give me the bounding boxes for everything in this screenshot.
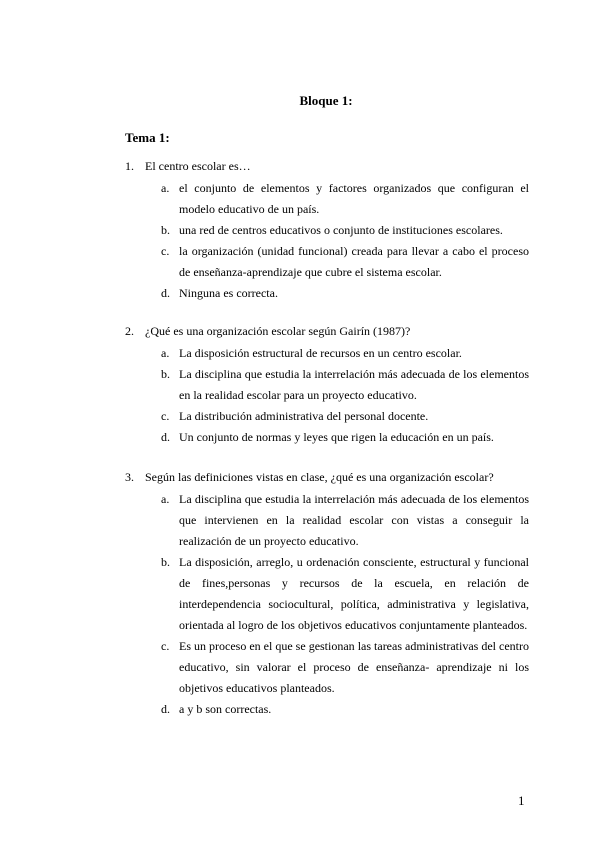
question-number: 1.	[125, 159, 134, 173]
question-stem	[125, 158, 529, 174]
options-list	[125, 343, 529, 448]
option-d	[125, 699, 529, 720]
option-letter: a.	[161, 181, 170, 195]
option-c	[125, 636, 529, 699]
option-letter: d.	[161, 702, 170, 716]
options-list	[125, 489, 529, 720]
option-text: La disciplina que estudia la interrelación más adecuada de los elementos que intervienen en la realidad escolar con vistas a conseguir la realización de un proyecto educativo.	[179, 492, 529, 548]
section-title: Tema 1:	[125, 130, 170, 145]
question-text: ¿Qué es una organización escolar según Gairín (1987)?	[145, 324, 411, 338]
option-text: el conjunto de elementos y factores organizados que configuran el modelo educativo de un país.	[179, 181, 529, 216]
option-letter: b.	[161, 367, 170, 381]
page-number: 1	[518, 793, 525, 808]
option-text: una red de centros educativos o conjunto de instituciones escolares.	[179, 223, 503, 237]
option-letter: a.	[161, 492, 170, 506]
option-text: La disciplina que estudia la interrelación más adecuada de los elementos en la realidad escolar para un proyecto educativo.	[179, 367, 529, 402]
option-letter: d.	[161, 430, 170, 444]
option-letter: c.	[161, 244, 170, 258]
option-d	[125, 427, 529, 448]
question-1	[125, 158, 529, 304]
question-text: Según las definiciones vistas en clase, ¿qué es una organización escolar?	[145, 470, 494, 484]
option-b	[125, 552, 529, 636]
question-number: 3.	[125, 470, 134, 484]
option-letter: d.	[161, 286, 170, 300]
option-letter: a.	[161, 346, 170, 360]
option-text: La distribución administrativa del personal docente.	[179, 409, 429, 423]
options-list	[125, 178, 529, 304]
option-text: Un conjunto de normas y leyes que rigen la educación en un país.	[179, 430, 494, 444]
option-text: Ninguna es correcta.	[179, 286, 278, 300]
option-b	[125, 220, 529, 241]
option-d	[125, 283, 529, 304]
option-letter: c.	[161, 639, 170, 653]
option-b	[125, 364, 529, 406]
question-2	[125, 323, 529, 448]
option-text: Es un proceso en el que se gestionan las tareas administrativas del centro educativo, sin valorar el proceso de enseñanza- aprendizaje ni los objetivos educativos planteados.	[179, 639, 529, 695]
option-a	[125, 343, 529, 364]
option-text: la organización (unidad funcional) creada para llevar a cabo el proceso de enseñanza-aprendizaje que cubre el sistema escolar.	[179, 244, 529, 279]
option-letter: c.	[161, 409, 170, 423]
option-letter: b.	[161, 555, 170, 569]
option-c	[125, 406, 529, 427]
option-text: a y b son correctas.	[179, 702, 272, 716]
option-text: La disposición, arreglo, u ordenación consciente, estructural y funcional de fines,personas y recursos de la escuela, en relación de interdependencia sociocultural, política, administrativa y legislativa, orientada al logro de los objetivos educativos conjuntamente planteados.	[179, 555, 529, 632]
block-title: Bloque 1:	[299, 93, 353, 108]
question-number: 2.	[125, 324, 134, 338]
option-a	[125, 178, 529, 220]
question-3	[125, 469, 529, 720]
question-stem	[125, 323, 529, 339]
question-text: El centro escolar es…	[145, 159, 251, 173]
option-letter: b.	[161, 223, 170, 237]
question-stem	[125, 469, 529, 485]
option-text: La disposición estructural de recursos en un centro escolar.	[179, 346, 462, 360]
option-a	[125, 489, 529, 552]
option-c	[125, 241, 529, 283]
